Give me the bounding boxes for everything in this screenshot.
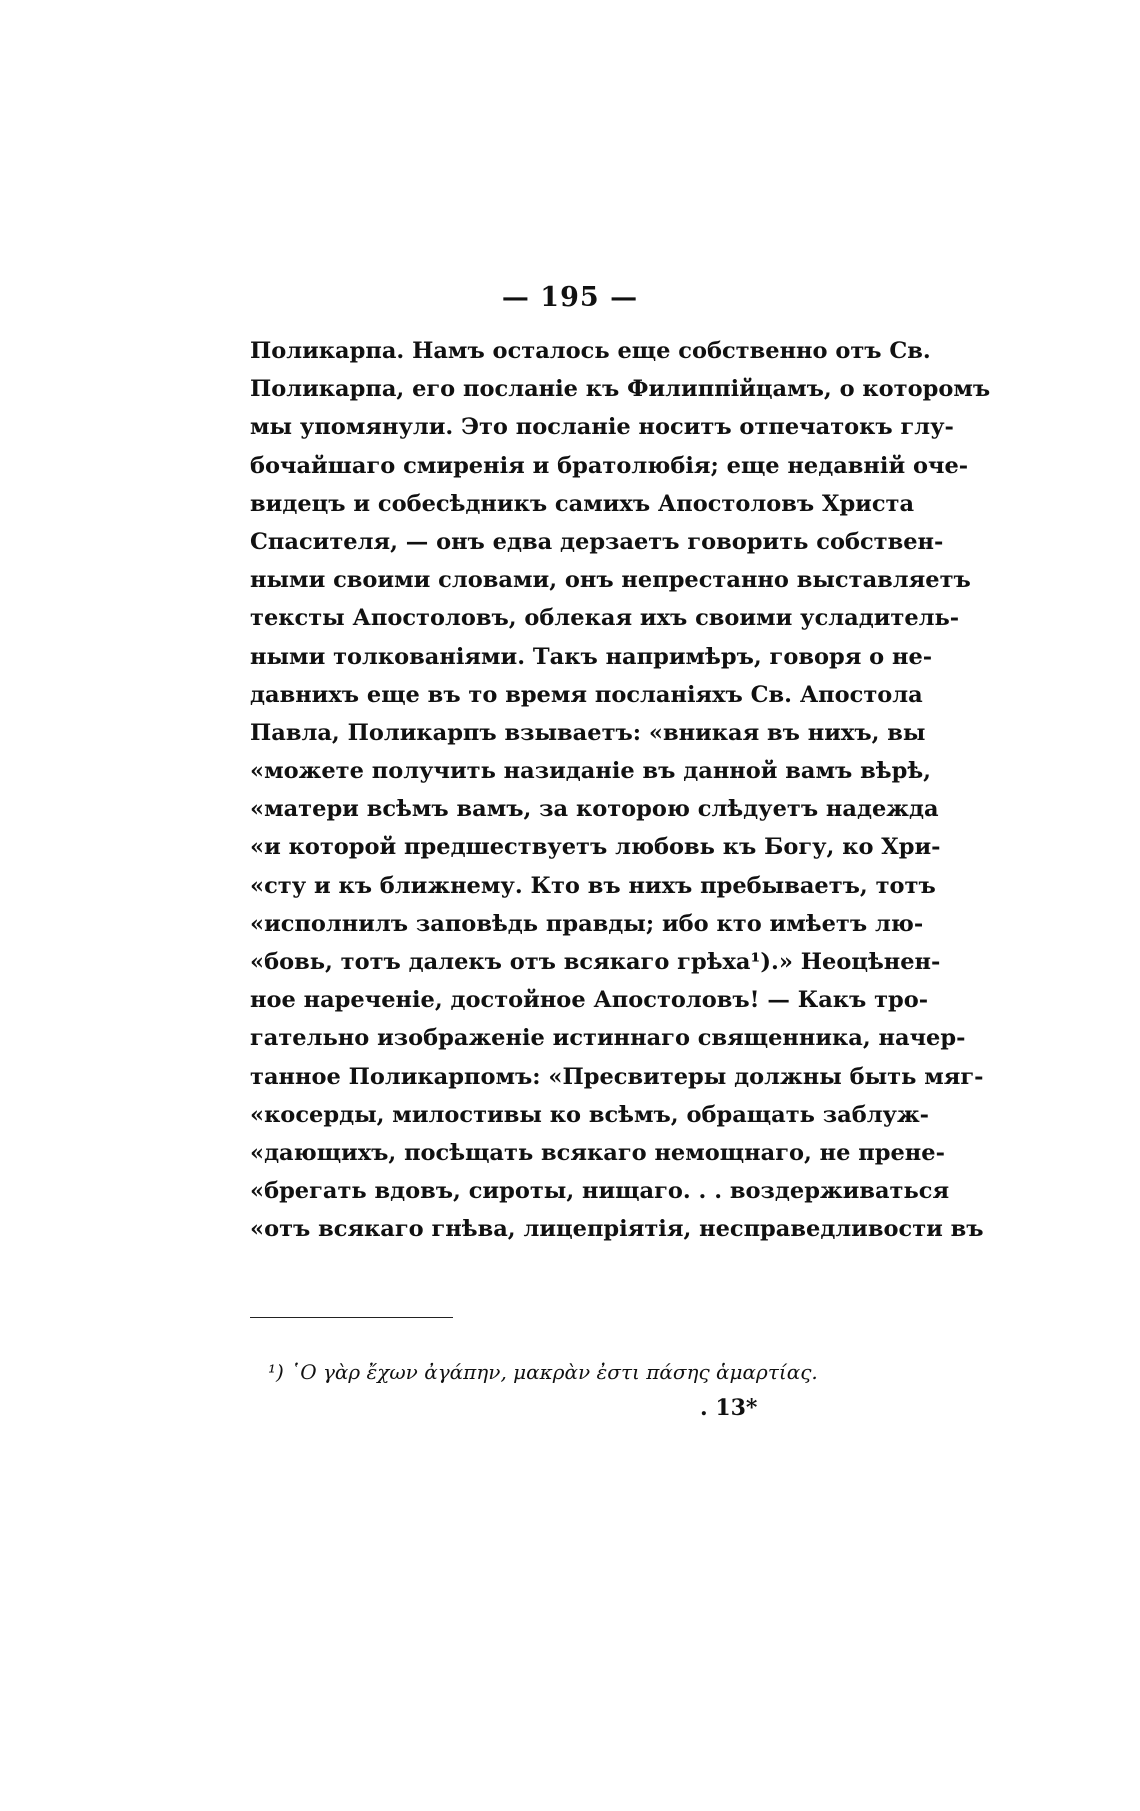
footnote-divider bbox=[250, 1317, 453, 1318]
footnote bbox=[268, 1360, 818, 1384]
text-line: «косерды, милостивы ко всѣмъ, обращать заблуж- bbox=[250, 1101, 930, 1128]
text-line: тексты Апостоловъ, облекая ихъ своими усладитель- bbox=[250, 605, 960, 632]
text-line: «матери всѣмъ вамъ, за которою слѣдуетъ надежда bbox=[250, 796, 939, 823]
text-line: мы упомянули. Это посланіе носитъ отпечатокъ глу- bbox=[250, 414, 954, 441]
text-line: Спасителя, — онъ едва дерзаетъ говорить собствен- bbox=[250, 528, 944, 555]
text-line: «бовь, тотъ далекъ отъ всякаго грѣха¹).» Неоцѣнен- bbox=[250, 949, 941, 975]
text-line: «исполнилъ заповѣдь правды; ибо кто имѣетъ лю- bbox=[250, 910, 924, 937]
footnote-marker: ¹) bbox=[268, 1360, 284, 1384]
text-line: Поликарпа. Намъ осталось еще собственно отъ Св. bbox=[250, 338, 931, 364]
text-line: ными толкованіями. Такъ напримѣръ, говоря о не- bbox=[250, 643, 933, 670]
text-line: «и которой предшествуетъ любовь къ Богу, ко Хри- bbox=[250, 834, 941, 861]
text-line: Павла, Поликарпъ взываетъ: «вникая въ нихъ, вы bbox=[250, 719, 926, 746]
body-text bbox=[250, 332, 991, 1249]
text-line: видецъ и собесѣдникъ самихъ Апостоловъ Христа bbox=[250, 490, 915, 517]
text-line: ное нареченіе, достойное Апостоловъ! — Какъ тро- bbox=[250, 987, 929, 1014]
text-line: «дающихъ, посѣщать всякаго немощнаго, не прене- bbox=[250, 1139, 945, 1166]
text-line: танное Поликарпомъ: «Пресвитеры должны быть мяг- bbox=[250, 1063, 984, 1090]
text-line: «можете получить назиданіе въ данной вамъ вѣрѣ, bbox=[250, 758, 931, 785]
text-line: «сту и къ ближнему. Кто въ нихъ пребываетъ, тотъ bbox=[250, 872, 936, 899]
text-line: ными своими словами, онъ непрестанно выставляетъ bbox=[250, 567, 971, 594]
text-line: «отъ всякаго гнѣва, лицепріятія, несправедливости въ bbox=[250, 1216, 984, 1243]
text-line: Поликарпа, его посланіе къ Филиппійцамъ, о которомъ bbox=[250, 376, 991, 403]
signature-mark: . 13* bbox=[700, 1395, 758, 1421]
text-line: давнихъ еще въ то время посланіяхъ Св. Апостола bbox=[250, 681, 923, 708]
page-number: — 195 — bbox=[501, 282, 639, 313]
text-line: «брегать вдовъ, сироты, нищаго. . . воздерживаться bbox=[250, 1178, 950, 1205]
text-line: бочайшаго смиренія и братолюбія; еще недавній оче- bbox=[250, 452, 969, 479]
text-line: гательно изображеніе истиннаго священника, начер- bbox=[250, 1025, 966, 1052]
footnote-text: ῾Ο γὰρ ἔχων ἀγάπην, μακρὰν ἐστι πάσης ἁμαρτίας. bbox=[290, 1360, 818, 1384]
